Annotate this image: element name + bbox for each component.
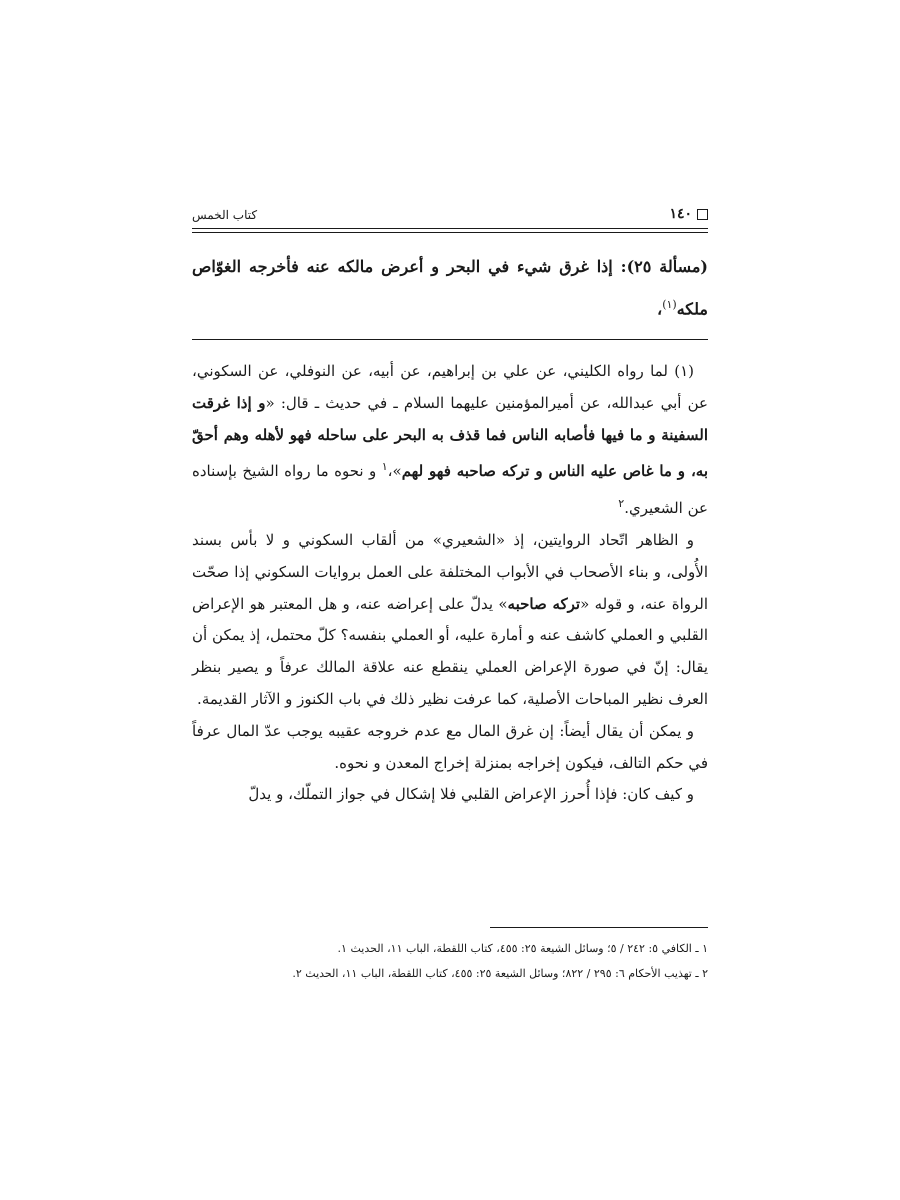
paragraph-1-intro: (١) لما رواه الكليني، عن علي بن إبراهيم، عن أبيه، عن النوفلي، عن السكوني، عن أبي عبدالله، عن أميرالمؤمنين عليهما السلام ـ في حديث ـ قال: « xyxy=(192,362,708,412)
page-number xyxy=(669,206,708,222)
footnote-rule xyxy=(490,927,708,928)
paragraph-3: و يمكن أن يقال أيضاً: إن غرق المال مع عدم خروجه عقيبه يوجب عدّ المال عرفاً في حكم التالف، فيكون إخراجه بمنزلة إخراج المعدن و نحوه. xyxy=(192,721,708,772)
header-rule-bottom xyxy=(192,232,708,233)
paragraph-2-a: و الظاهر اتّحاد الروايتين، إذ «الشعيري» من ألقاب السكوني و لا بأس بسند الأُولى، و بناء الأصحاب في الأبواب المختلفة على العمل بروايات السكوني إذا صحّت الرواة عنه، و قوله « xyxy=(192,530,708,613)
page-header xyxy=(192,206,708,226)
header-rule-top xyxy=(192,228,708,229)
quote-close: »، xyxy=(387,462,402,481)
footnote-1: ١ ـ الكافي ٥: ٢٤٢ / ٥؛ وسائل الشيعة ٢٥: ٤٥٥، كتاب اللقطة، الباب ١١، الحديث ١. xyxy=(337,942,708,955)
paragraph-2-bold: تركه صاحبه xyxy=(507,594,581,613)
paragraph-2-c: » يدلّ على إعراضه عنه، و هل المعتبر هو الإعراض القلبي و العملي كاشف عنه و أمارة عليه، أو العملي بنفسه؟ كلّ محتمل، إذ يمكن أن يقال: إنّ في صورة الإعراض العملي ينقطع عنه علاقة المالك عرفاً و يصير بنظر العرف نظير المباحات الأصلية، كما عرفت نظير ذلك في باب الكنوز و الآثار القديمة. xyxy=(192,594,708,708)
running-book-title: كتاب الخمس xyxy=(192,208,258,222)
commentary-body xyxy=(192,356,708,811)
masala-text xyxy=(192,248,708,328)
square-icon xyxy=(697,209,708,220)
masala-body: إذا غرق شيء في البحر و أعرض مالكه عنه فأخرجه الغوّاص ملكه xyxy=(192,257,708,319)
footnote-2: ٢ ـ تهذيب الأحكام ٦: ٢٩٥ / ٨٢٢؛ وسائل الشيعة ٢٥: ٤٥٥، كتاب اللقطة، الباب ١١، الحديث ٢. xyxy=(292,967,708,980)
page-number-text: ١٤٠ xyxy=(669,206,692,222)
paragraph-4: و كيف كان: فإذا أُحرز الإعراض القلبي فلا إشكال في جواز التملّك، و يدلّ xyxy=(248,785,694,804)
paragraph-2 xyxy=(192,525,708,716)
masala-end: ، xyxy=(657,299,663,319)
paragraph-1 xyxy=(192,356,708,525)
footnotes xyxy=(192,936,708,986)
hadith-quote: و إذا غرقت السفينة و ما فيها فأصابه الناس فما قذف به البحر على ساحله فهو لأهله وهم أحقّ به، و ما غاص عليه الناس و تركه صاحبه فهو لهم xyxy=(192,393,709,481)
footnote-ref-1[interactable]: ١ xyxy=(381,460,388,474)
masala-label: (مسألة ٢٥): xyxy=(620,257,709,276)
masala-ref: (١) xyxy=(662,298,677,311)
paragraph-1-tail: و نحوه ما رواه الشيخ بإسناده عن الشعيري. xyxy=(192,462,708,518)
masala-heading xyxy=(192,248,708,328)
section-divider xyxy=(192,339,708,340)
footnote-ref-2[interactable]: ٢ xyxy=(618,497,625,511)
